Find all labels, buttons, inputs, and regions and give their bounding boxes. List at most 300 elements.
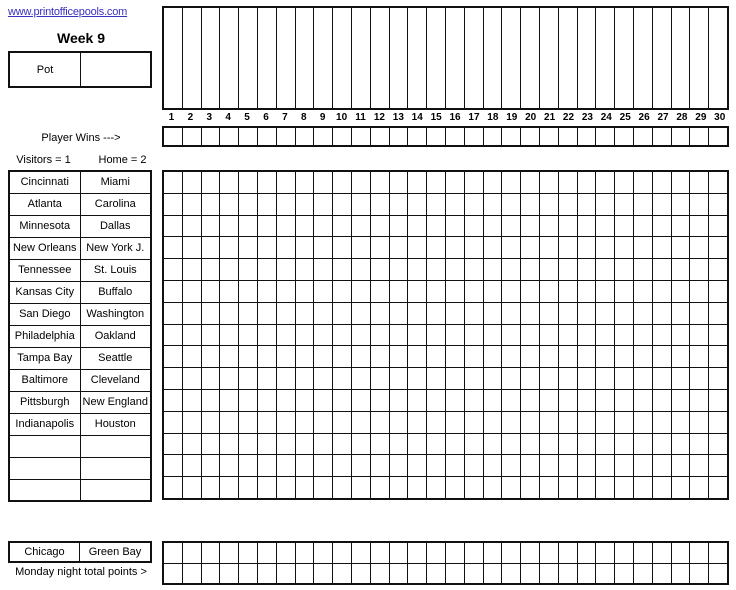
player-wins-cell[interactable]	[276, 128, 295, 145]
pick-cell[interactable]	[520, 434, 539, 455]
player-name-cell[interactable]	[558, 8, 577, 108]
player-name-cell[interactable]	[501, 8, 520, 108]
player-wins-cell[interactable]	[257, 128, 276, 145]
monday-points-cell[interactable]	[182, 564, 201, 584]
pick-cell[interactable]	[671, 346, 690, 367]
monday-points-cell[interactable]	[238, 543, 257, 563]
pick-cell[interactable]	[426, 455, 445, 476]
player-wins-cell[interactable]	[689, 128, 708, 145]
pick-cell[interactable]	[614, 216, 633, 237]
pick-cell[interactable]	[351, 390, 370, 411]
pick-cell[interactable]	[483, 368, 502, 389]
monday-points-cell[interactable]	[483, 543, 502, 563]
monday-points-cell[interactable]	[313, 564, 332, 584]
player-wins-cell[interactable]	[164, 128, 182, 145]
pick-cell[interactable]	[689, 325, 708, 346]
player-name-cell[interactable]	[652, 8, 671, 108]
pick-cell[interactable]	[182, 412, 201, 433]
pick-cell[interactable]	[445, 368, 464, 389]
pick-cell[interactable]	[164, 325, 182, 346]
pick-cell[interactable]	[689, 434, 708, 455]
pick-cell[interactable]	[276, 303, 295, 324]
pick-cell[interactable]	[370, 194, 389, 215]
pick-cell[interactable]	[671, 172, 690, 193]
player-wins-cell[interactable]	[201, 128, 220, 145]
pick-cell[interactable]	[445, 477, 464, 498]
pick-cell[interactable]	[577, 390, 596, 411]
pick-cell[interactable]	[332, 194, 351, 215]
pick-cell[interactable]	[483, 303, 502, 324]
pick-cell[interactable]	[389, 368, 408, 389]
pick-cell[interactable]	[483, 390, 502, 411]
pick-cell[interactable]	[332, 434, 351, 455]
pick-cell[interactable]	[501, 455, 520, 476]
pick-cell[interactable]	[276, 281, 295, 302]
pick-cell[interactable]	[407, 412, 426, 433]
pick-cell[interactable]	[257, 303, 276, 324]
pick-cell[interactable]	[689, 477, 708, 498]
monday-points-cell[interactable]	[332, 564, 351, 584]
pick-cell[interactable]	[257, 194, 276, 215]
player-wins-cell[interactable]	[520, 128, 539, 145]
pick-cell[interactable]	[313, 390, 332, 411]
pick-cell[interactable]	[483, 259, 502, 280]
pick-cell[interactable]	[652, 281, 671, 302]
monday-points-cell[interactable]	[558, 564, 577, 584]
pick-cell[interactable]	[708, 216, 727, 237]
monday-points-cell[interactable]	[614, 564, 633, 584]
pick-cell[interactable]	[558, 346, 577, 367]
pick-cell[interactable]	[577, 346, 596, 367]
pick-cell[interactable]	[595, 172, 614, 193]
pick-cell[interactable]	[633, 434, 652, 455]
pick-cell[interactable]	[351, 412, 370, 433]
pick-cell[interactable]	[577, 281, 596, 302]
pick-cell[interactable]	[652, 434, 671, 455]
pick-cell[interactable]	[257, 325, 276, 346]
pick-cell[interactable]	[313, 259, 332, 280]
pick-cell[interactable]	[652, 346, 671, 367]
pick-cell[interactable]	[633, 237, 652, 258]
monday-points-cell[interactable]	[483, 564, 502, 584]
pick-cell[interactable]	[708, 412, 727, 433]
pick-cell[interactable]	[652, 172, 671, 193]
pick-cell[interactable]	[445, 390, 464, 411]
pick-cell[interactable]	[407, 390, 426, 411]
monday-points-cell[interactable]	[370, 543, 389, 563]
pick-cell[interactable]	[426, 303, 445, 324]
pick-cell[interactable]	[332, 281, 351, 302]
pick-cell[interactable]	[501, 412, 520, 433]
pick-cell[interactable]	[426, 194, 445, 215]
pick-cell[interactable]	[295, 412, 314, 433]
pick-cell[interactable]	[351, 477, 370, 498]
pick-cell[interactable]	[558, 455, 577, 476]
pick-cell[interactable]	[577, 259, 596, 280]
pick-cell[interactable]	[201, 434, 220, 455]
pick-cell[interactable]	[407, 346, 426, 367]
pick-cell[interactable]	[595, 455, 614, 476]
pick-cell[interactable]	[633, 172, 652, 193]
pick-cell[interactable]	[182, 325, 201, 346]
pick-cell[interactable]	[652, 259, 671, 280]
pick-cell[interactable]	[276, 259, 295, 280]
pick-cell[interactable]	[652, 368, 671, 389]
pick-cell[interactable]	[539, 194, 558, 215]
monday-points-cell[interactable]	[238, 564, 257, 584]
pick-cell[interactable]	[257, 455, 276, 476]
pick-cell[interactable]	[219, 303, 238, 324]
pick-cell[interactable]	[257, 346, 276, 367]
pick-cell[interactable]	[464, 477, 483, 498]
pick-cell[interactable]	[652, 216, 671, 237]
pick-cell[interactable]	[483, 237, 502, 258]
pick-cell[interactable]	[313, 281, 332, 302]
monday-points-cell[interactable]	[671, 564, 690, 584]
pick-cell[interactable]	[164, 434, 182, 455]
pick-cell[interactable]	[182, 172, 201, 193]
monday-points-cell[interactable]	[407, 543, 426, 563]
pick-cell[interactable]	[483, 172, 502, 193]
pick-cell[interactable]	[708, 194, 727, 215]
pick-cell[interactable]	[464, 412, 483, 433]
pick-cell[interactable]	[520, 216, 539, 237]
pick-cell[interactable]	[501, 477, 520, 498]
pick-cell[interactable]	[276, 172, 295, 193]
pick-cell[interactable]	[671, 412, 690, 433]
pick-cell[interactable]	[464, 368, 483, 389]
player-name-cell[interactable]	[577, 8, 596, 108]
pick-cell[interactable]	[614, 237, 633, 258]
pick-cell[interactable]	[201, 303, 220, 324]
pick-cell[interactable]	[332, 346, 351, 367]
monday-points-cell[interactable]	[464, 543, 483, 563]
pick-cell[interactable]	[558, 172, 577, 193]
pick-cell[interactable]	[219, 434, 238, 455]
pick-cell[interactable]	[445, 412, 464, 433]
pick-cell[interactable]	[464, 259, 483, 280]
pick-cell[interactable]	[633, 281, 652, 302]
pick-cell[interactable]	[539, 412, 558, 433]
pick-cell[interactable]	[464, 390, 483, 411]
player-wins-cell[interactable]	[295, 128, 314, 145]
pick-cell[interactable]	[689, 237, 708, 258]
monday-points-cell[interactable]	[652, 543, 671, 563]
pick-cell[interactable]	[295, 237, 314, 258]
pick-cell[interactable]	[238, 172, 257, 193]
pick-cell[interactable]	[652, 303, 671, 324]
pick-cell[interactable]	[614, 412, 633, 433]
monday-points-cell[interactable]	[351, 543, 370, 563]
pick-cell[interactable]	[313, 172, 332, 193]
pick-cell[interactable]	[652, 412, 671, 433]
player-wins-cell[interactable]	[614, 128, 633, 145]
pick-cell[interactable]	[257, 281, 276, 302]
pick-cell[interactable]	[313, 194, 332, 215]
pick-cell[interactable]	[332, 368, 351, 389]
pick-cell[interactable]	[501, 368, 520, 389]
pick-cell[interactable]	[539, 172, 558, 193]
pick-cell[interactable]	[407, 434, 426, 455]
pick-cell[interactable]	[614, 194, 633, 215]
pick-cell[interactable]	[164, 346, 182, 367]
pick-cell[interactable]	[389, 390, 408, 411]
pick-cell[interactable]	[238, 194, 257, 215]
player-name-cell[interactable]	[464, 8, 483, 108]
player-wins-cell[interactable]	[539, 128, 558, 145]
player-name-cell[interactable]	[276, 8, 295, 108]
pick-cell[interactable]	[577, 477, 596, 498]
pick-cell[interactable]	[708, 390, 727, 411]
pick-cell[interactable]	[219, 216, 238, 237]
player-name-cell[interactable]	[201, 8, 220, 108]
pick-cell[interactable]	[464, 194, 483, 215]
pick-cell[interactable]	[407, 325, 426, 346]
pick-cell[interactable]	[539, 455, 558, 476]
player-name-cell[interactable]	[426, 8, 445, 108]
monday-points-cell[interactable]	[708, 543, 727, 563]
pick-cell[interactable]	[201, 194, 220, 215]
pick-cell[interactable]	[238, 237, 257, 258]
pick-cell[interactable]	[201, 281, 220, 302]
pick-cell[interactable]	[257, 434, 276, 455]
pick-cell[interactable]	[614, 434, 633, 455]
pick-cell[interactable]	[539, 237, 558, 258]
monday-points-grid[interactable]	[162, 541, 729, 585]
player-name-cell[interactable]	[257, 8, 276, 108]
pick-cell[interactable]	[652, 325, 671, 346]
pick-cell[interactable]	[633, 194, 652, 215]
pick-cell[interactable]	[708, 434, 727, 455]
pick-cell[interactable]	[689, 368, 708, 389]
pick-cell[interactable]	[445, 281, 464, 302]
pick-cell[interactable]	[652, 237, 671, 258]
player-name-cell[interactable]	[219, 8, 238, 108]
pick-cell[interactable]	[708, 325, 727, 346]
pick-cell[interactable]	[558, 434, 577, 455]
pick-cell[interactable]	[407, 194, 426, 215]
monday-points-cell[interactable]	[577, 543, 596, 563]
pick-cell[interactable]	[201, 237, 220, 258]
pick-cell[interactable]	[164, 368, 182, 389]
pick-cell[interactable]	[370, 368, 389, 389]
pick-cell[interactable]	[652, 477, 671, 498]
pick-cell[interactable]	[332, 237, 351, 258]
monday-points-cell[interactable]	[389, 564, 408, 584]
pick-cell[interactable]	[614, 259, 633, 280]
pick-cell[interactable]	[652, 455, 671, 476]
pick-cell[interactable]	[182, 390, 201, 411]
player-name-cell[interactable]	[389, 8, 408, 108]
pick-cell[interactable]	[652, 194, 671, 215]
pick-cell[interactable]	[483, 477, 502, 498]
pick-cell[interactable]	[370, 477, 389, 498]
pick-cell[interactable]	[483, 281, 502, 302]
pick-cell[interactable]	[464, 281, 483, 302]
pick-cell[interactable]	[501, 346, 520, 367]
pick-cell[interactable]	[407, 172, 426, 193]
pick-cell[interactable]	[633, 216, 652, 237]
monday-points-cell[interactable]	[539, 543, 558, 563]
pick-cell[interactable]	[313, 477, 332, 498]
pick-cell[interactable]	[238, 455, 257, 476]
pick-cell[interactable]	[671, 390, 690, 411]
pick-cell[interactable]	[257, 259, 276, 280]
pick-cell[interactable]	[201, 368, 220, 389]
pick-cell[interactable]	[558, 281, 577, 302]
pick-cell[interactable]	[276, 390, 295, 411]
pick-cell[interactable]	[501, 325, 520, 346]
pick-cell[interactable]	[407, 259, 426, 280]
pick-cell[interactable]	[520, 281, 539, 302]
pick-cell[interactable]	[313, 303, 332, 324]
pick-cell[interactable]	[539, 477, 558, 498]
player-wins-cell[interactable]	[389, 128, 408, 145]
pick-cell[interactable]	[577, 172, 596, 193]
player-wins-cell[interactable]	[501, 128, 520, 145]
pick-cell[interactable]	[671, 368, 690, 389]
pick-cell[interactable]	[257, 172, 276, 193]
pick-cell[interactable]	[407, 237, 426, 258]
pick-cell[interactable]	[182, 237, 201, 258]
pick-cell[interactable]	[182, 346, 201, 367]
pick-cell[interactable]	[370, 172, 389, 193]
pick-cell[interactable]	[351, 172, 370, 193]
pick-cell[interactable]	[633, 259, 652, 280]
pick-cell[interactable]	[520, 390, 539, 411]
pick-cell[interactable]	[219, 259, 238, 280]
player-name-cell[interactable]	[520, 8, 539, 108]
pick-cell[interactable]	[276, 237, 295, 258]
monday-points-cell[interactable]	[539, 564, 558, 584]
pick-cell[interactable]	[595, 325, 614, 346]
pick-cell[interactable]	[614, 455, 633, 476]
monday-points-cell[interactable]	[577, 564, 596, 584]
pick-cell[interactable]	[370, 390, 389, 411]
pick-cell[interactable]	[689, 194, 708, 215]
pick-cell[interactable]	[445, 455, 464, 476]
pick-cell[interactable]	[520, 172, 539, 193]
pick-cell[interactable]	[332, 303, 351, 324]
pick-cell[interactable]	[671, 281, 690, 302]
pick-cell[interactable]	[426, 216, 445, 237]
pick-cell[interactable]	[539, 281, 558, 302]
pick-cell[interactable]	[577, 325, 596, 346]
pick-cell[interactable]	[652, 390, 671, 411]
pick-cell[interactable]	[182, 368, 201, 389]
pick-cell[interactable]	[464, 237, 483, 258]
pick-cell[interactable]	[633, 477, 652, 498]
pick-cell[interactable]	[708, 281, 727, 302]
player-name-cell[interactable]	[539, 8, 558, 108]
pick-cell[interactable]	[595, 390, 614, 411]
pick-cell[interactable]	[238, 325, 257, 346]
player-name-cell[interactable]	[407, 8, 426, 108]
player-name-cell[interactable]	[182, 8, 201, 108]
pick-cell[interactable]	[238, 303, 257, 324]
pick-cell[interactable]	[351, 281, 370, 302]
pick-cell[interactable]	[238, 281, 257, 302]
pick-cell[interactable]	[445, 194, 464, 215]
pick-cell[interactable]	[501, 259, 520, 280]
pick-cell[interactable]	[219, 412, 238, 433]
player-wins-cell[interactable]	[671, 128, 690, 145]
pick-cell[interactable]	[201, 477, 220, 498]
pick-cell[interactable]	[520, 237, 539, 258]
pick-cell[interactable]	[313, 325, 332, 346]
pick-cell[interactable]	[520, 259, 539, 280]
pick-cell[interactable]	[164, 303, 182, 324]
pick-cell[interactable]	[426, 477, 445, 498]
pick-cell[interactable]	[708, 172, 727, 193]
pick-cell[interactable]	[483, 434, 502, 455]
pick-cell[interactable]	[407, 477, 426, 498]
pick-cell[interactable]	[501, 216, 520, 237]
pick-cell[interactable]	[257, 368, 276, 389]
monday-points-cell[interactable]	[332, 543, 351, 563]
pick-cell[interactable]	[182, 303, 201, 324]
pick-cell[interactable]	[389, 346, 408, 367]
monday-points-cell[interactable]	[276, 543, 295, 563]
pick-cell[interactable]	[708, 455, 727, 476]
monday-points-cell[interactable]	[426, 543, 445, 563]
player-wins-cell[interactable]	[238, 128, 257, 145]
pick-cell[interactable]	[389, 194, 408, 215]
pick-cell[interactable]	[201, 455, 220, 476]
pick-cell[interactable]	[219, 477, 238, 498]
pick-cell[interactable]	[182, 259, 201, 280]
player-name-cell[interactable]	[238, 8, 257, 108]
player-wins-cell[interactable]	[313, 128, 332, 145]
pick-cell[interactable]	[164, 216, 182, 237]
pick-cell[interactable]	[201, 216, 220, 237]
pick-cell[interactable]	[577, 455, 596, 476]
pick-cell[interactable]	[558, 390, 577, 411]
pick-cell[interactable]	[483, 194, 502, 215]
pick-cell[interactable]	[219, 325, 238, 346]
player-wins-cell[interactable]	[407, 128, 426, 145]
pick-cell[interactable]	[238, 346, 257, 367]
player-wins-cell[interactable]	[577, 128, 596, 145]
pick-cell[interactable]	[445, 303, 464, 324]
pick-cell[interactable]	[445, 259, 464, 280]
pick-cell[interactable]	[389, 477, 408, 498]
pick-cell[interactable]	[671, 455, 690, 476]
pick-cell[interactable]	[164, 194, 182, 215]
pick-cell[interactable]	[407, 216, 426, 237]
player-name-cell[interactable]	[313, 8, 332, 108]
player-wins-grid[interactable]	[162, 126, 729, 147]
pick-cell[interactable]	[351, 259, 370, 280]
pick-cell[interactable]	[539, 216, 558, 237]
pick-cell[interactable]	[577, 303, 596, 324]
pick-cell[interactable]	[201, 259, 220, 280]
pick-cell[interactable]	[671, 434, 690, 455]
pick-cell[interactable]	[313, 368, 332, 389]
pick-cell[interactable]	[389, 281, 408, 302]
player-name-cell[interactable]	[671, 8, 690, 108]
pick-cell[interactable]	[520, 412, 539, 433]
pick-cell[interactable]	[389, 303, 408, 324]
pick-cell[interactable]	[595, 237, 614, 258]
player-names-grid[interactable]	[162, 6, 729, 110]
pick-cell[interactable]	[295, 216, 314, 237]
pick-cell[interactable]	[257, 412, 276, 433]
pick-cell[interactable]	[201, 172, 220, 193]
pick-cell[interactable]	[426, 237, 445, 258]
pick-cell[interactable]	[276, 346, 295, 367]
pick-cell[interactable]	[426, 412, 445, 433]
